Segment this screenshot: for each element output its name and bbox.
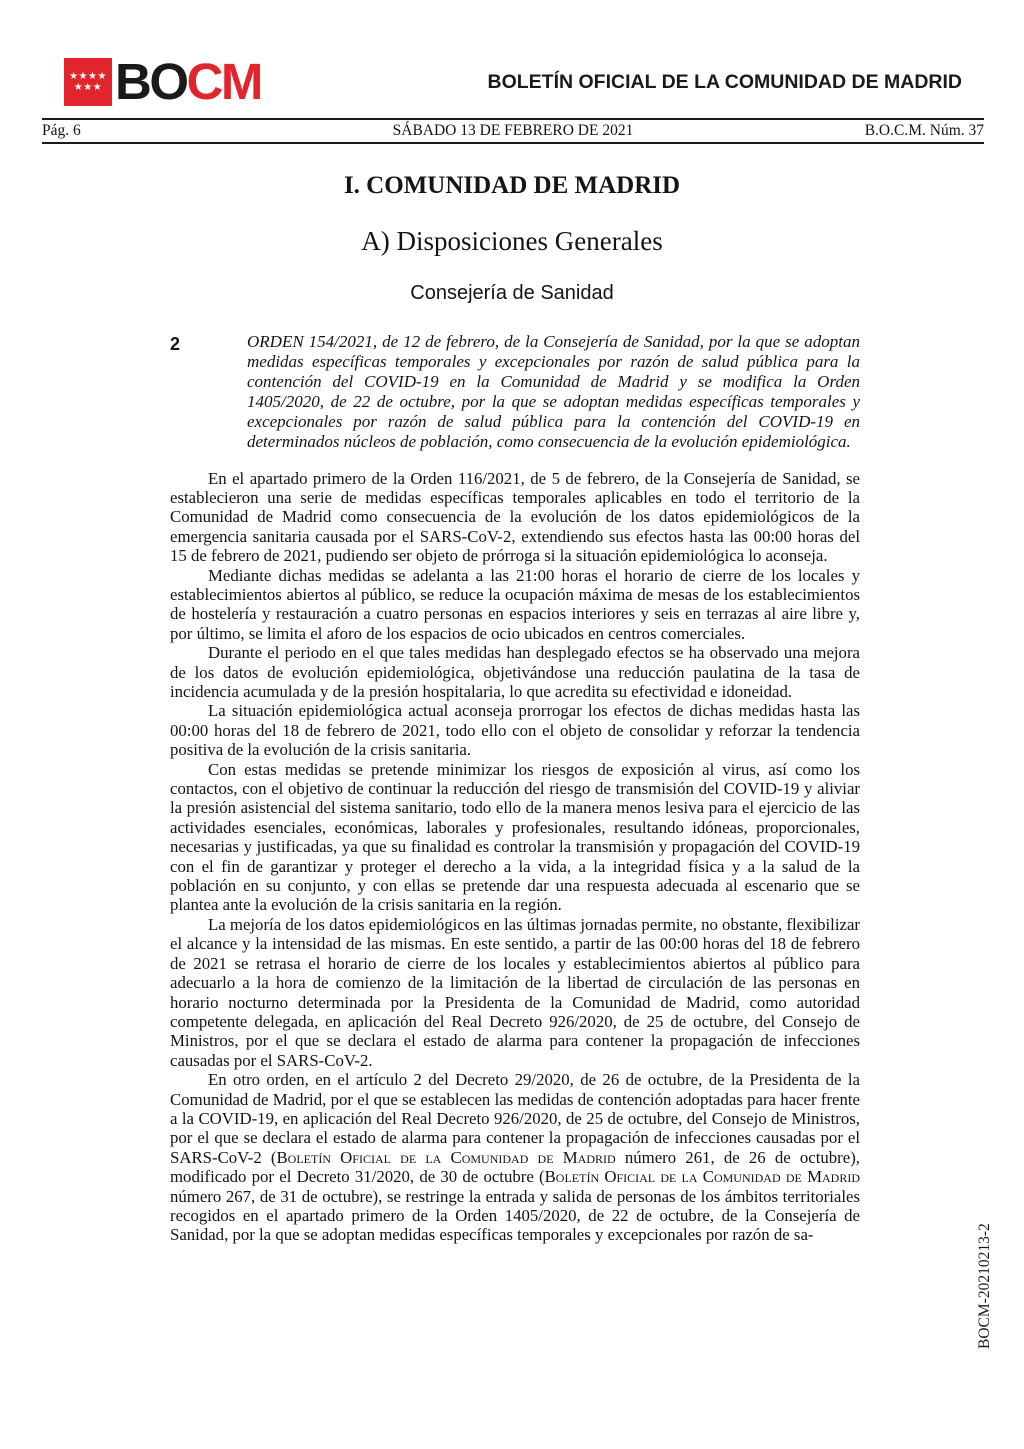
small-caps-run: Boletín Oficial de la Comunidad de Madrid (276, 1147, 616, 1167)
logo-wordmark-cm: CM (186, 53, 261, 110)
flag-stars-row-bottom: ★★★ (73, 82, 103, 93)
document-code-vertical: BOCM-20210213-2 (976, 1223, 993, 1349)
paragraph-7 (170, 1070, 860, 1245)
paragraph-3 (170, 643, 860, 701)
text-run: número 261, de 26 de octubre), modificado por el Decreto 31/2020, de 30 de octubre ( (170, 1147, 860, 1187)
text-run: La situación epidemiológica actual aconseja prorrogar los efectos de dichas medidas hasta las 00:00 horas del 18 de febrero de 2021, todo ello con el objeto de consolidar y reforzar la tendencia positiva de la evolución de la crisis sanitaria. (170, 701, 860, 760)
subsection-heading: A) Disposiciones Generales (361, 225, 663, 256)
order-abstract: ORDEN 154/2021, de 12 de febrero, de la Consejería de Sanidad, por la que se adoptan medidas específicas temporales y excepcionales por razón de salud pública para la contención del COVID-19 en la Comunidad de Madrid y se modifica la Orden 1405/2020, de 22 de octubre, por la que se adoptan medidas específicas temporales y excepcionales por razón de salud pública para la contención del COVID-19 en determinados núcleos de población, como consecuencia de la evolución epidemiológica. (247, 331, 860, 451)
department-heading: Consejería de Sanidad (410, 281, 614, 304)
order-item (170, 332, 860, 452)
order-preamble (170, 469, 860, 1245)
logo-wordmark (115, 53, 261, 110)
text-run: En otro orden, en el artículo 2 del Decreto 29/2020, de 26 de octubre, de la Presidenta de la Comunidad de Madrid, por el que se establecen las medidas de contención adoptadas para hacer frente a la COVID-19, en aplicación del Real Decreto 926/2020, de 25 de octubre, del Consejo de Ministros, por el que se declara el estado de alarma para contener la propagación de infecciones causadas por el SARS-CoV-2 ( (170, 1070, 860, 1167)
small-caps-run: Boletín Oficial de la Comunidad de Madrid (544, 1167, 860, 1187)
madrid-flag-icon (64, 58, 112, 106)
bocm-logo (64, 53, 261, 110)
document-body (0, 144, 1024, 1245)
issue-number-label: B.O.C.M. Núm. 37 (864, 122, 984, 139)
logo-wordmark-bo: BO (115, 53, 187, 110)
page-number-label: Pág. 6 (42, 122, 81, 139)
paragraph-2 (170, 566, 860, 644)
flag-stars-row-top: ★★★★ (69, 71, 107, 82)
paragraph-6 (170, 915, 860, 1070)
section-heading: I. COMUNIDAD DE MADRID (343, 172, 681, 199)
masthead (64, 53, 962, 110)
text-run: número 267, de 31 de octubre), se restringe la entrada y salida de personas de los ámbitos territoriales recogidos en el apartado primero de la Orden 1405/2020, de 22 de octubre, de la Consejería de Sanidad, por la que se adoptan medidas específicas temporales y excepcionales por razón de sa- (170, 1186, 860, 1245)
page-meta-strip (42, 118, 984, 144)
order-item-number: 2 (170, 333, 181, 354)
text-run: La mejoría de los datos epidemiológicos en las últimas jornadas permite, no obstante, flexibilizar el alcance y la intensidad de las mismas. En este sentido, a partir de las 00:00 horas del 18 de febrero de 2021 se retrasa el horario de cierre de los locales y establecimientos abiertos al público para adecuarlo a la hora de comienzo de la limitación de la libertad de circulación de las personas en horario nocturno determinada por la Presidenta de la Comunidad de Madrid, como autoridad competente delegada, en aplicación del Real Decreto 926/2020, de 25 de octubre, del Consejo de Ministros, por el que se declara el estado de alarma para contener la propagación de infecciones causadas por el SARS-CoV-2. (170, 914, 860, 1070)
issue-date-label: SÁBADO 13 DE FEBRERO DE 2021 (392, 122, 634, 139)
text-run: En el apartado primero de la Orden 116/2021, de 5 de febrero, de la Consejería de Sanidad, se establecieron una serie de medidas específicas temporales aplicables en todo el territorio de la Comunidad de Madrid como consecuencia de la evolución de los datos epidemiológicos de la emergencia sanitaria causada por el SARS-CoV-2, extendiendo sus efectos hasta las 00:00 horas del 15 de febrero de 2021, pudiendo ser objeto de prórroga si la situación epidemiológica lo aconseja. (170, 468, 860, 566)
text-run: Durante el periodo en el que tales medidas han desplegado efectos se ha observado una mejora de los datos de evolución epidemiológica, objetivándose una reducción paulatina de la tasa de incidencia acumulada y de la presión hospitalaria, lo que acredita su efectividad e idoneidad. (170, 643, 860, 702)
paragraph-5 (170, 760, 860, 915)
paragraph-4 (170, 701, 860, 759)
text-run: Con estas medidas se pretende minimizar los riesgos de exposición al virus, así como los contactos, con el objetivo de continuar la reducción del riesgo de transmisión del COVID-19 y aliviar la presión asistencial del sistema sanitario, todo ello de la manera menos lesiva para el ejercicio de las actividades esenciales, económicas, laborales y profesionales, resultando idóneas, proporcionales, necesarias y justificadas, ya que su finalidad es controlar la transmisión y propagación del COVID-19 con el fin de garantizar y proteger el derecho a la vida, a la integridad física y a la salud de la población en su conjunto, y con ellas se pretende dar una respuesta adecuada al escenario que se plantea ante la evolución de la crisis sanitaria en la región. (170, 759, 860, 915)
text-run: Mediante dichas medidas se adelanta a las 21:00 horas el horario de cierre de los locales y establecimientos abiertos al público, se reduce la ocupación máxima de mesas de los establecimientos de hostelería y restauración a cuatro personas en espacios interiores y seis en terrazas al aire libre y, por último, se limita el aforo de los espacios de ocio ubicados en centros comerciales. (170, 565, 860, 643)
masthead-title: BOLETÍN OFICIAL DE LA COMUNIDAD DE MADRID (487, 70, 962, 93)
paragraph-1 (170, 469, 860, 566)
